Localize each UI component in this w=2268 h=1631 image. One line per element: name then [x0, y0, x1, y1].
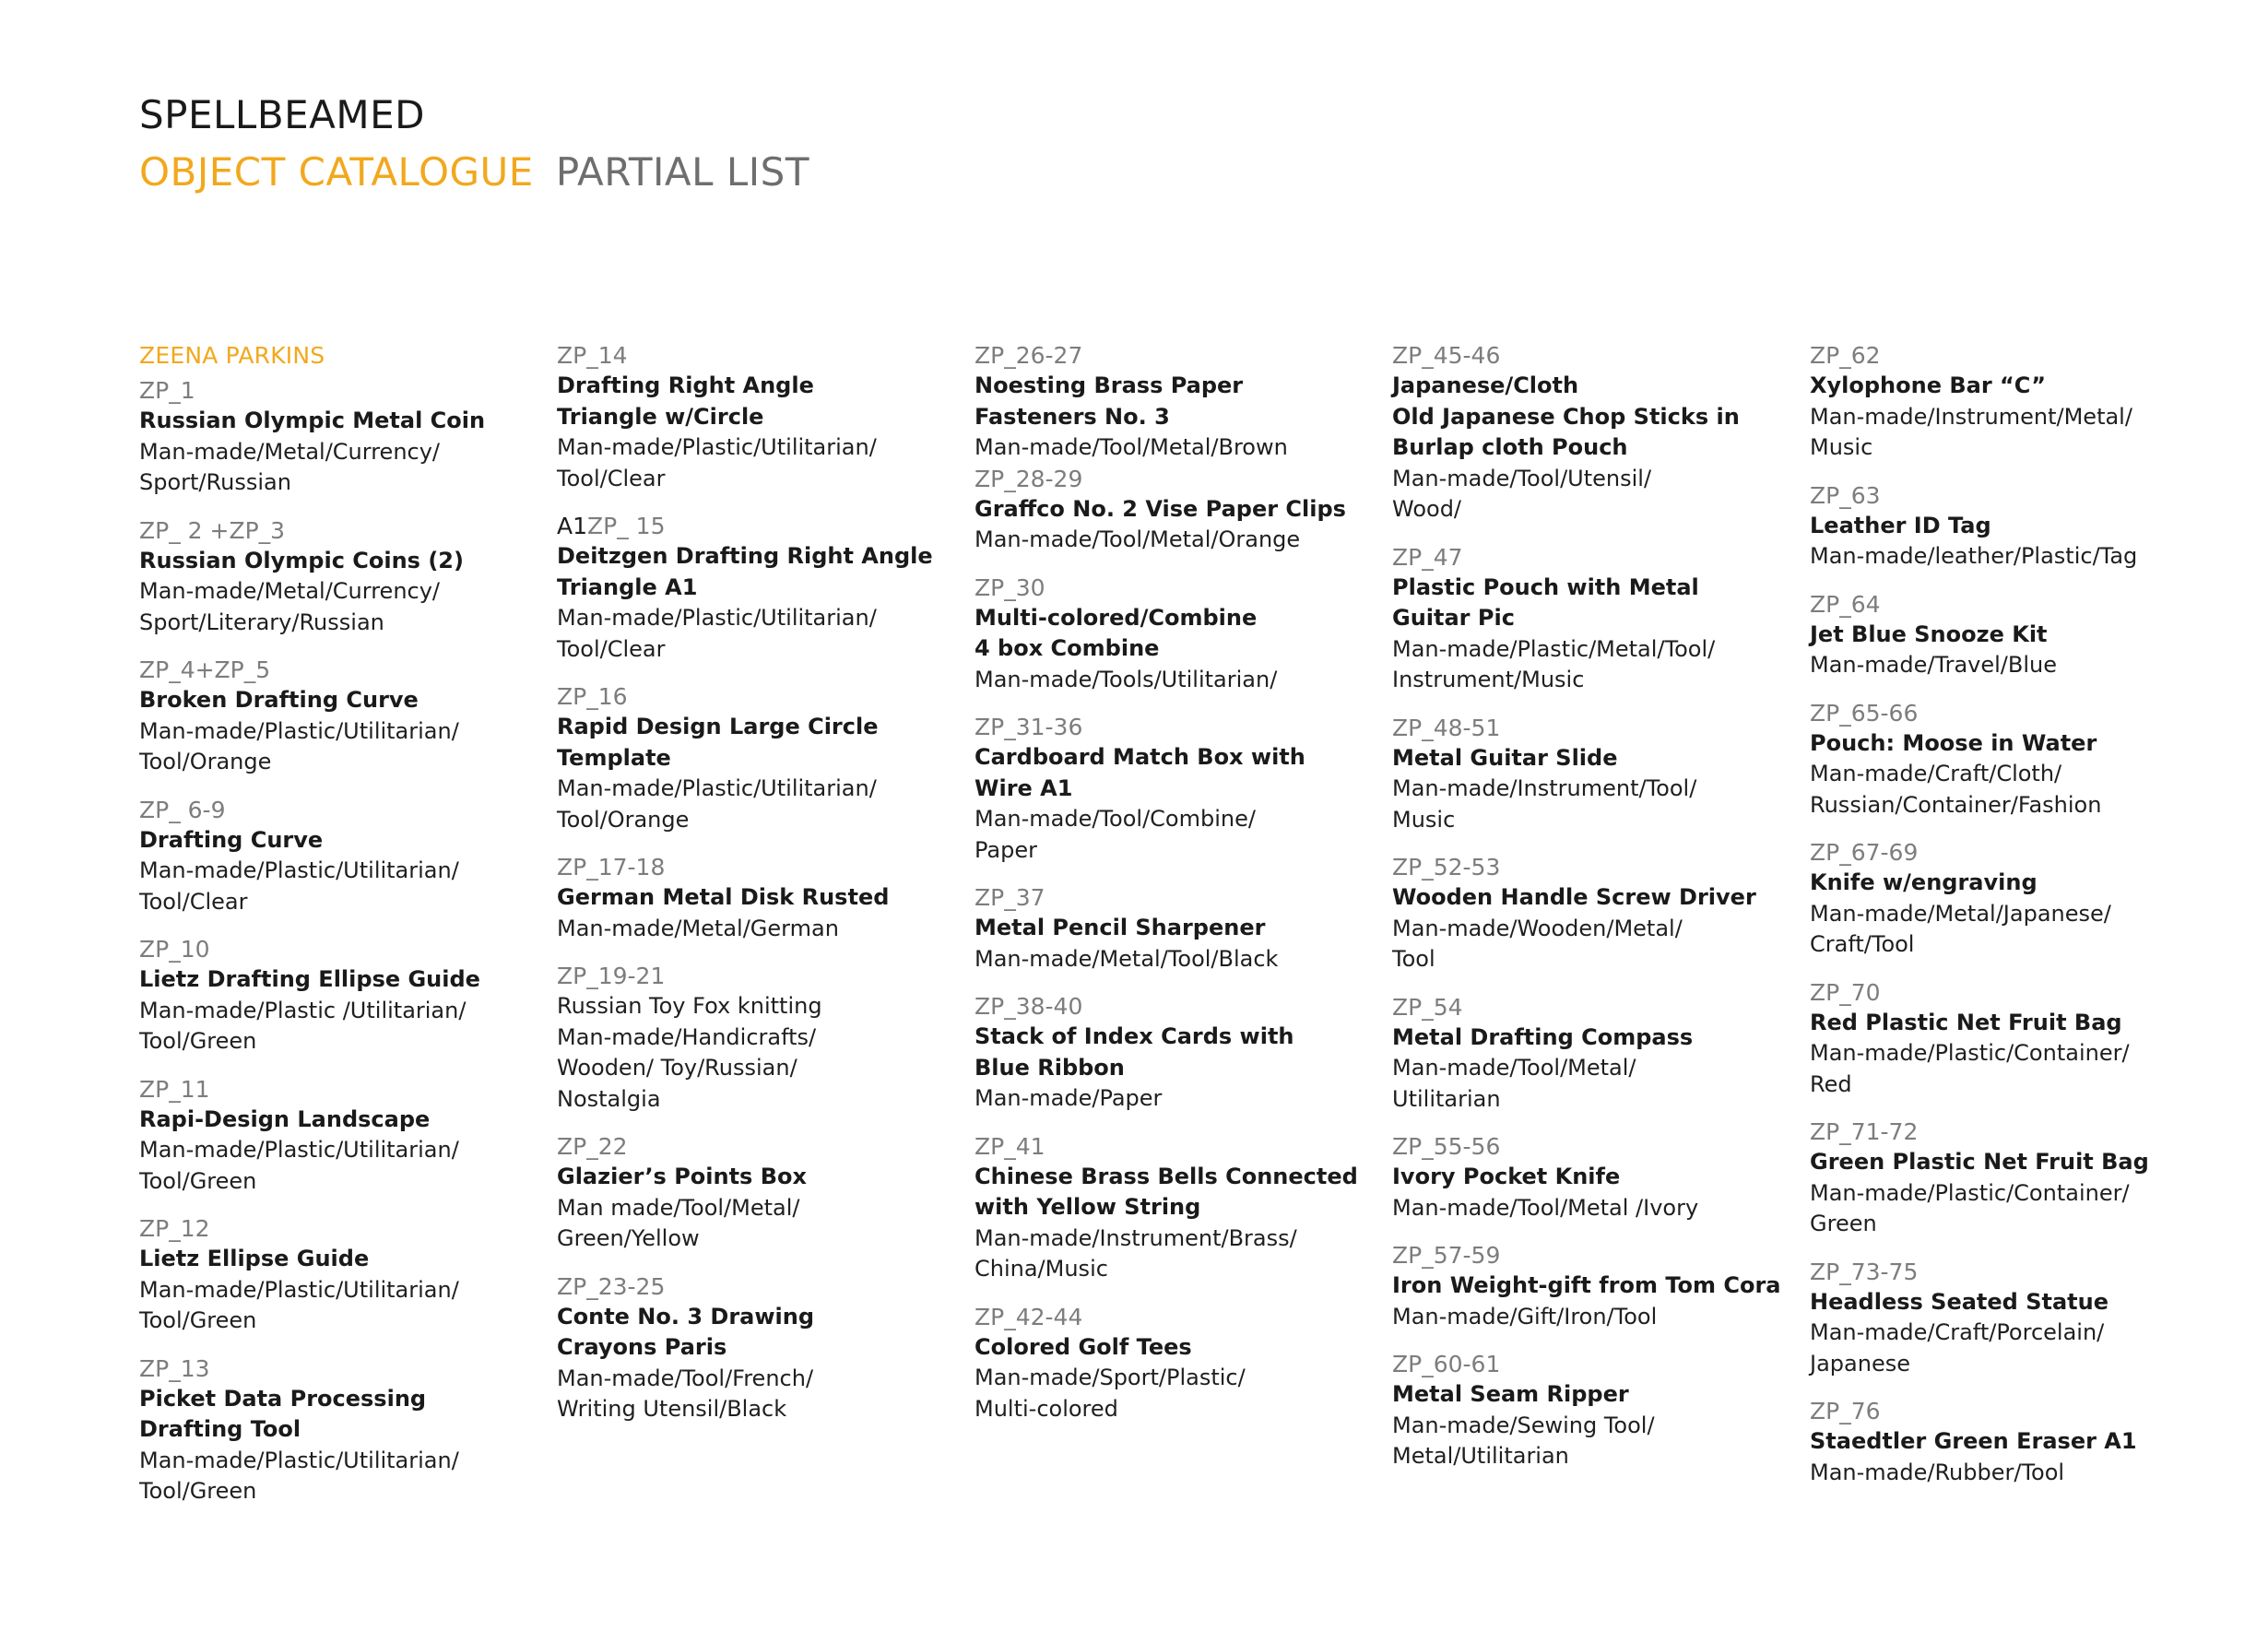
entry-code-number: ZP_48-51	[1392, 714, 1501, 741]
entry-name: Metal Guitar Slide	[1392, 744, 1618, 771]
entry-code-number: ZP_14	[557, 342, 628, 369]
catalogue-entry	[1392, 542, 1798, 696]
entry-code-number: ZP_55-56	[1392, 1133, 1501, 1160]
entry-code	[1810, 1257, 2215, 1287]
entry-name: Wooden Handle Screw Driver	[1392, 884, 1756, 910]
entry-code-number: ZP_ 15	[587, 513, 666, 539]
entry-code-number: ZP_28-29	[975, 465, 1083, 492]
entry-tags: Man-made/Tool/Metal/Brown	[975, 434, 1288, 460]
entry-name: Pouch: Moose in Water	[1810, 729, 2097, 756]
entry-code	[975, 464, 1380, 494]
entry-code	[557, 1131, 963, 1162]
entry-code-number: ZP_1	[139, 377, 195, 404]
catalogue-entry	[1392, 852, 1798, 975]
entry-name: Picket Data Processing Drafting Tool	[139, 1385, 427, 1442]
catalogue-entry	[975, 1131, 1380, 1285]
entry-name: Noesting Brass Paper Fasteners No. 3	[975, 372, 1244, 430]
entry-name: Iron Weight-gift from Tom Cora	[1392, 1272, 1781, 1298]
entry-code-number: ZP_45-46	[1392, 342, 1501, 369]
catalogue-entry	[557, 340, 963, 494]
catalogue-entry	[1392, 713, 1798, 836]
entry-tags: Man-made/Travel/Blue	[1810, 652, 2057, 678]
catalogue-entry	[139, 1353, 545, 1507]
entry-tags: Man-made/Plastic/Container/ Red	[1810, 1040, 2130, 1097]
entry-name: Staedtler Green Eraser A1	[1810, 1428, 2137, 1454]
entry-code	[139, 655, 545, 685]
catalogue-column	[1810, 340, 2215, 1488]
entry-code-number: ZP_62	[1810, 342, 1881, 369]
entry-code	[975, 1302, 1380, 1332]
entry-code-number: ZP_23-25	[557, 1272, 666, 1300]
entry-code-number: ZP_22	[557, 1133, 628, 1160]
catalogue-column	[1392, 340, 1798, 1472]
entry-code	[139, 1353, 545, 1384]
entry-code-number: ZP_10	[139, 936, 210, 963]
entry-tags: Man-made/Rubber/Tool	[1810, 1459, 2065, 1485]
entry-tags: Man-made/Plastic/Utilitarian/ Tool/Clear	[557, 605, 877, 662]
entry-code	[1810, 589, 2215, 620]
catalogue-entry	[139, 1074, 545, 1198]
catalogue-entry	[1810, 589, 2215, 681]
catalogue-entry	[975, 464, 1380, 556]
entry-tags: Man-made/Tool/Combine/ Paper	[975, 806, 1256, 863]
entry-code	[975, 1131, 1380, 1162]
entry-code	[975, 991, 1380, 1022]
entry-name: Deitzgen Drafting Right Angle Triangle A1	[557, 543, 933, 600]
catalogue-entry	[557, 852, 963, 944]
entry-tags: Man-made/Metal/Japanese/ Craft/Tool	[1810, 900, 2111, 957]
entry-code-number: ZP_17-18	[557, 854, 666, 881]
entry-code	[1810, 837, 2215, 868]
entry-code-number: ZP_64	[1810, 590, 1881, 618]
entry-tags: Man-made/Plastic/Utilitarian/ Tool/Green	[139, 1137, 459, 1194]
entry-tags: Man-made/Tool/Metal/ Utilitarian	[1392, 1055, 1636, 1112]
entry-code-number: ZP_4+ZP_5	[139, 656, 271, 683]
entry-name: Leather ID Tag	[1810, 512, 1991, 538]
entry-tags: Man-made/Tool/Utensil/ Wood/	[1392, 465, 1652, 522]
entry-code-number: ZP_37	[975, 884, 1045, 911]
entry-code-number: ZP_31-36	[975, 714, 1083, 740]
entry-code	[557, 961, 963, 991]
catalogue-entry	[139, 655, 545, 778]
entry-code	[139, 515, 545, 546]
entry-name: Broken Drafting Curve	[139, 687, 419, 713]
catalogue-columns	[139, 340, 2186, 1557]
entry-code-number: ZP_60-61	[1392, 1351, 1501, 1377]
entry-tags: Man-made/Wooden/Metal/ Tool	[1392, 915, 1683, 972]
entry-tags: Man-made/leather/Plastic/Tag	[1810, 543, 2138, 569]
entry-tags: Man-made/Craft/Porcelain/ Japanese	[1810, 1319, 2105, 1377]
entry-code-number: ZP_65-66	[1810, 699, 1919, 727]
entry-name: Russian Olympic Metal Coin	[139, 408, 486, 433]
catalogue-entry	[1392, 1131, 1798, 1223]
entry-tags: Man-made/Sport/Plastic/ Multi-colored	[975, 1365, 1246, 1422]
entry-code	[1392, 340, 1798, 371]
entry-code-number: ZP_12	[139, 1215, 210, 1242]
catalogue-entry	[975, 991, 1380, 1115]
catalogue-entry	[557, 1131, 963, 1255]
catalogue-entry	[1810, 1257, 2215, 1380]
entry-tags: Man-made/Instrument/Tool/ Music	[1392, 775, 1697, 833]
entry-code	[1392, 1131, 1798, 1162]
entry-tags: Man-made/Instrument/Brass/ China/Music	[975, 1224, 1297, 1282]
entry-tags: Man made/Tool/Metal/ Green/Yellow	[557, 1194, 800, 1251]
entry-code-number: ZP_57-59	[1392, 1242, 1501, 1269]
catalogue-entry	[1810, 977, 2215, 1101]
entry-code-number: ZP_11	[139, 1075, 210, 1103]
entry-name: Japanese/Cloth Old Japanese Chop Sticks in Burlap cloth Pouch	[1392, 372, 1740, 460]
catalogue-entry	[139, 795, 545, 918]
entry-code-number: ZP_70	[1810, 978, 1881, 1006]
entry-tags: Man-made/Gift/Iron/Tool	[1392, 1303, 1658, 1330]
entry-name: Lietz Drafting Ellipse Guide	[139, 966, 480, 992]
subtitle-partial-list: PARTIAL LIST	[555, 149, 809, 195]
entry-tags: Man-made/Tool/Metal/Orange	[975, 526, 1301, 552]
entry-tags: Man-made/Metal/Tool/Black	[975, 945, 1279, 972]
catalogue-entry	[139, 934, 545, 1058]
entry-tags: Man-made/Metal/Currency/ Sport/Russian	[139, 438, 441, 495]
entry-tags: Man-made/Paper	[975, 1085, 1163, 1111]
entry-name: Russian Olympic Coins (2)	[139, 547, 464, 573]
entry-name: German Metal Disk Rusted	[557, 884, 890, 910]
entry-code	[1810, 698, 2215, 728]
catalogue-entry	[139, 1213, 545, 1337]
entry-code-number: ZP_63	[1810, 481, 1881, 509]
entry-tags: Man-made/Metal/Currency/ Sport/Literary/Russian	[139, 578, 441, 635]
entry-code-number: ZP_54	[1392, 993, 1463, 1021]
entry-name: Headless Seated Statue	[1810, 1288, 2109, 1315]
entry-name: Lietz Ellipse Guide	[139, 1246, 370, 1271]
entry-tags: Man-made/Tools/Utilitarian/	[975, 666, 1278, 692]
entry-name: Metal Seam Ripper	[1392, 1381, 1629, 1407]
entry-code-number: ZP_ 2 +ZP_3	[139, 516, 286, 544]
entry-code	[1810, 1117, 2215, 1147]
entry-code	[557, 681, 963, 712]
entry-code	[1810, 480, 2215, 511]
catalogue-entry	[139, 375, 545, 499]
entry-tags: Man-made/Craft/Cloth/ Russian/Container/Fashion	[1810, 761, 2102, 818]
catalogue-entry	[1810, 1396, 2215, 1488]
catalogue-entry	[1810, 480, 2215, 573]
catalogue-entry	[1392, 1240, 1798, 1332]
entry-code-number: ZP_ 6-9	[139, 796, 226, 823]
entry-code	[139, 795, 545, 825]
entry-tags: Man-made/Plastic/Utilitarian/ Tool/Clear	[557, 434, 877, 491]
entry-code	[139, 1074, 545, 1105]
catalogue-entry	[1810, 340, 2215, 464]
entry-code	[975, 882, 1380, 913]
entry-code	[557, 852, 963, 882]
entry-code-number: ZP_13	[139, 1354, 210, 1382]
catalogue-entry	[975, 1302, 1380, 1425]
catalogue-column	[139, 340, 545, 1507]
entry-tags: Man-made/Sewing Tool/ Metal/Utilitarian	[1392, 1412, 1655, 1469]
entry-name: Drafting Right Angle Triangle w/Circle	[557, 372, 814, 430]
catalogue-entry	[557, 1271, 963, 1425]
page-title: SPELLBEAMED	[139, 92, 426, 137]
entry-code	[1392, 852, 1798, 882]
entry-tags: Man-made/Instrument/Metal/ Music	[1810, 403, 2132, 460]
entry-code-number: ZP_71-72	[1810, 1118, 1919, 1145]
entry-code	[1392, 713, 1798, 743]
catalogue-entry	[1810, 698, 2215, 821]
entry-code	[557, 1271, 963, 1302]
entry-code	[975, 573, 1380, 603]
entry-tags: Man-made/Tool/Metal /Ivory	[1392, 1194, 1699, 1221]
entry-code-number: ZP_26-27	[975, 342, 1083, 369]
catalogue-entry	[1392, 1349, 1798, 1472]
entry-code-number: ZP_41	[975, 1132, 1045, 1160]
entry-code	[557, 340, 963, 371]
entry-code-number: ZP_67-69	[1810, 839, 1919, 866]
entry-name: Rapi-Design Landscape	[139, 1105, 431, 1132]
entry-code-number: ZP_38-40	[975, 993, 1083, 1020]
entry-code-number: ZP_76	[1810, 1398, 1881, 1424]
entry-code	[975, 340, 1380, 371]
artist-section-label: ZEENA PARKINS	[139, 342, 325, 369]
catalogue-entry	[1810, 837, 2215, 961]
entry-name: Glazier’s Points Box	[557, 1164, 807, 1189]
catalogue-entry	[1392, 992, 1798, 1116]
catalogue-entry	[975, 882, 1380, 975]
catalogue-entry	[975, 712, 1380, 866]
entry-code	[1392, 1349, 1798, 1379]
catalogue-entry	[975, 573, 1380, 696]
entry-name: Graffco No. 2 Vise Paper Clips	[975, 495, 1346, 522]
catalogue-column	[975, 340, 1380, 1424]
entry-code	[139, 1213, 545, 1244]
entry-name: Conte No. 3 Drawing Crayons Paris	[557, 1303, 815, 1360]
entry-name: Chinese Brass Bells Connected with Yellow String	[975, 1163, 1358, 1220]
entry-name: Plastic Pouch with Metal Guitar Pic	[1392, 573, 1699, 631]
entry-code-number: ZP_47	[1392, 543, 1463, 571]
entry-name: Ivory Pocket Knife	[1392, 1164, 1621, 1189]
entry-tags: Man-made/Plastic/Utilitarian/ Tool/Orange	[557, 775, 877, 833]
entry-name: Knife w/engraving	[1810, 869, 2038, 895]
entry-tags: Man-made/Plastic/Utilitarian/ Tool/Green	[139, 1447, 459, 1504]
catalogue-entry	[139, 515, 545, 639]
catalogue-entry	[1392, 340, 1798, 526]
entry-tags: Man-made/Metal/German	[557, 915, 839, 941]
entry-name: Red Plastic Net Fruit Bag	[1810, 1009, 2122, 1035]
entry-name: Multi-colored/Combine 4 box Combine	[975, 604, 1258, 661]
entry-code-number: ZP_52-53	[1392, 854, 1501, 881]
entry-tags: Man-made/Plastic/Utilitarian/ Tool/Orange	[139, 717, 459, 774]
entry-code	[1392, 542, 1798, 573]
entry-code-number: ZP_30	[975, 573, 1045, 601]
entry-name: Green Plastic Net Fruit Bag	[1810, 1149, 2149, 1175]
entry-code-number: ZP_19-21	[557, 963, 666, 989]
entry-code	[1392, 1240, 1798, 1271]
catalogue-entry	[1810, 1117, 2215, 1240]
entry-code-prefix: A1	[557, 513, 588, 539]
entry-name: Cardboard Match Box with Wire A1	[975, 744, 1305, 801]
entry-code	[1810, 1396, 2215, 1426]
page-header	[139, 89, 809, 203]
entry-code	[557, 511, 963, 541]
entry-code	[1392, 992, 1798, 1022]
subtitle-catalogue: OBJECT CATALOGUE	[139, 149, 534, 195]
catalogue-entry	[557, 961, 963, 1115]
catalogue-entry	[557, 681, 963, 835]
entry-code	[139, 375, 545, 406]
entry-name: Stack of Index Cards with Blue Ribbon	[975, 1023, 1294, 1081]
catalogue-entry	[975, 340, 1380, 464]
entry-code	[1810, 977, 2215, 1008]
entry-name: Metal Drafting Compass	[1392, 1023, 1694, 1050]
entry-name: Drafting Curve	[139, 826, 324, 853]
entry-name: Rapid Design Large Circle Template	[557, 714, 879, 771]
entry-name: Jet Blue Snooze Kit	[1810, 620, 2048, 647]
entry-name: Metal Pencil Sharpener	[975, 915, 1266, 940]
entry-code	[139, 934, 545, 964]
entry-tags: Man-made/Plastic /Utilitarian/ Tool/Green	[139, 997, 467, 1054]
entry-code-number: ZP_42-44	[975, 1303, 1083, 1330]
entry-tags: Man-made/Plastic/Container/ Green	[1810, 1179, 2130, 1236]
entry-code-number: ZP_16	[557, 683, 628, 710]
entry-tags: Man-made/Plastic/Utilitarian/ Tool/Clear	[139, 857, 459, 915]
entry-tags: Man-made/Plastic/Metal/Tool/ Instrument/Music	[1392, 635, 1716, 692]
entry-tags: Man-made/Plastic/Utilitarian/ Tool/Green	[139, 1276, 459, 1333]
entry-code	[1810, 340, 2215, 371]
catalogue-entry	[557, 511, 963, 665]
page-subtitle	[139, 142, 809, 203]
entry-name: Xylophone Bar “C”	[1810, 372, 2047, 398]
entry-code	[975, 712, 1380, 742]
entry-code-number: ZP_73-75	[1810, 1258, 1919, 1285]
entry-tags: Man-made/Tool/French/ Writing Utensil/Black	[557, 1365, 814, 1422]
entry-tags: Russian Toy Fox knitting Man-made/Handicrafts/ Wooden/ Toy/Russian/ Nostalgia	[557, 993, 822, 1112]
catalogue-column	[557, 340, 963, 1425]
entry-name: Colored Golf Tees	[975, 1333, 1192, 1360]
